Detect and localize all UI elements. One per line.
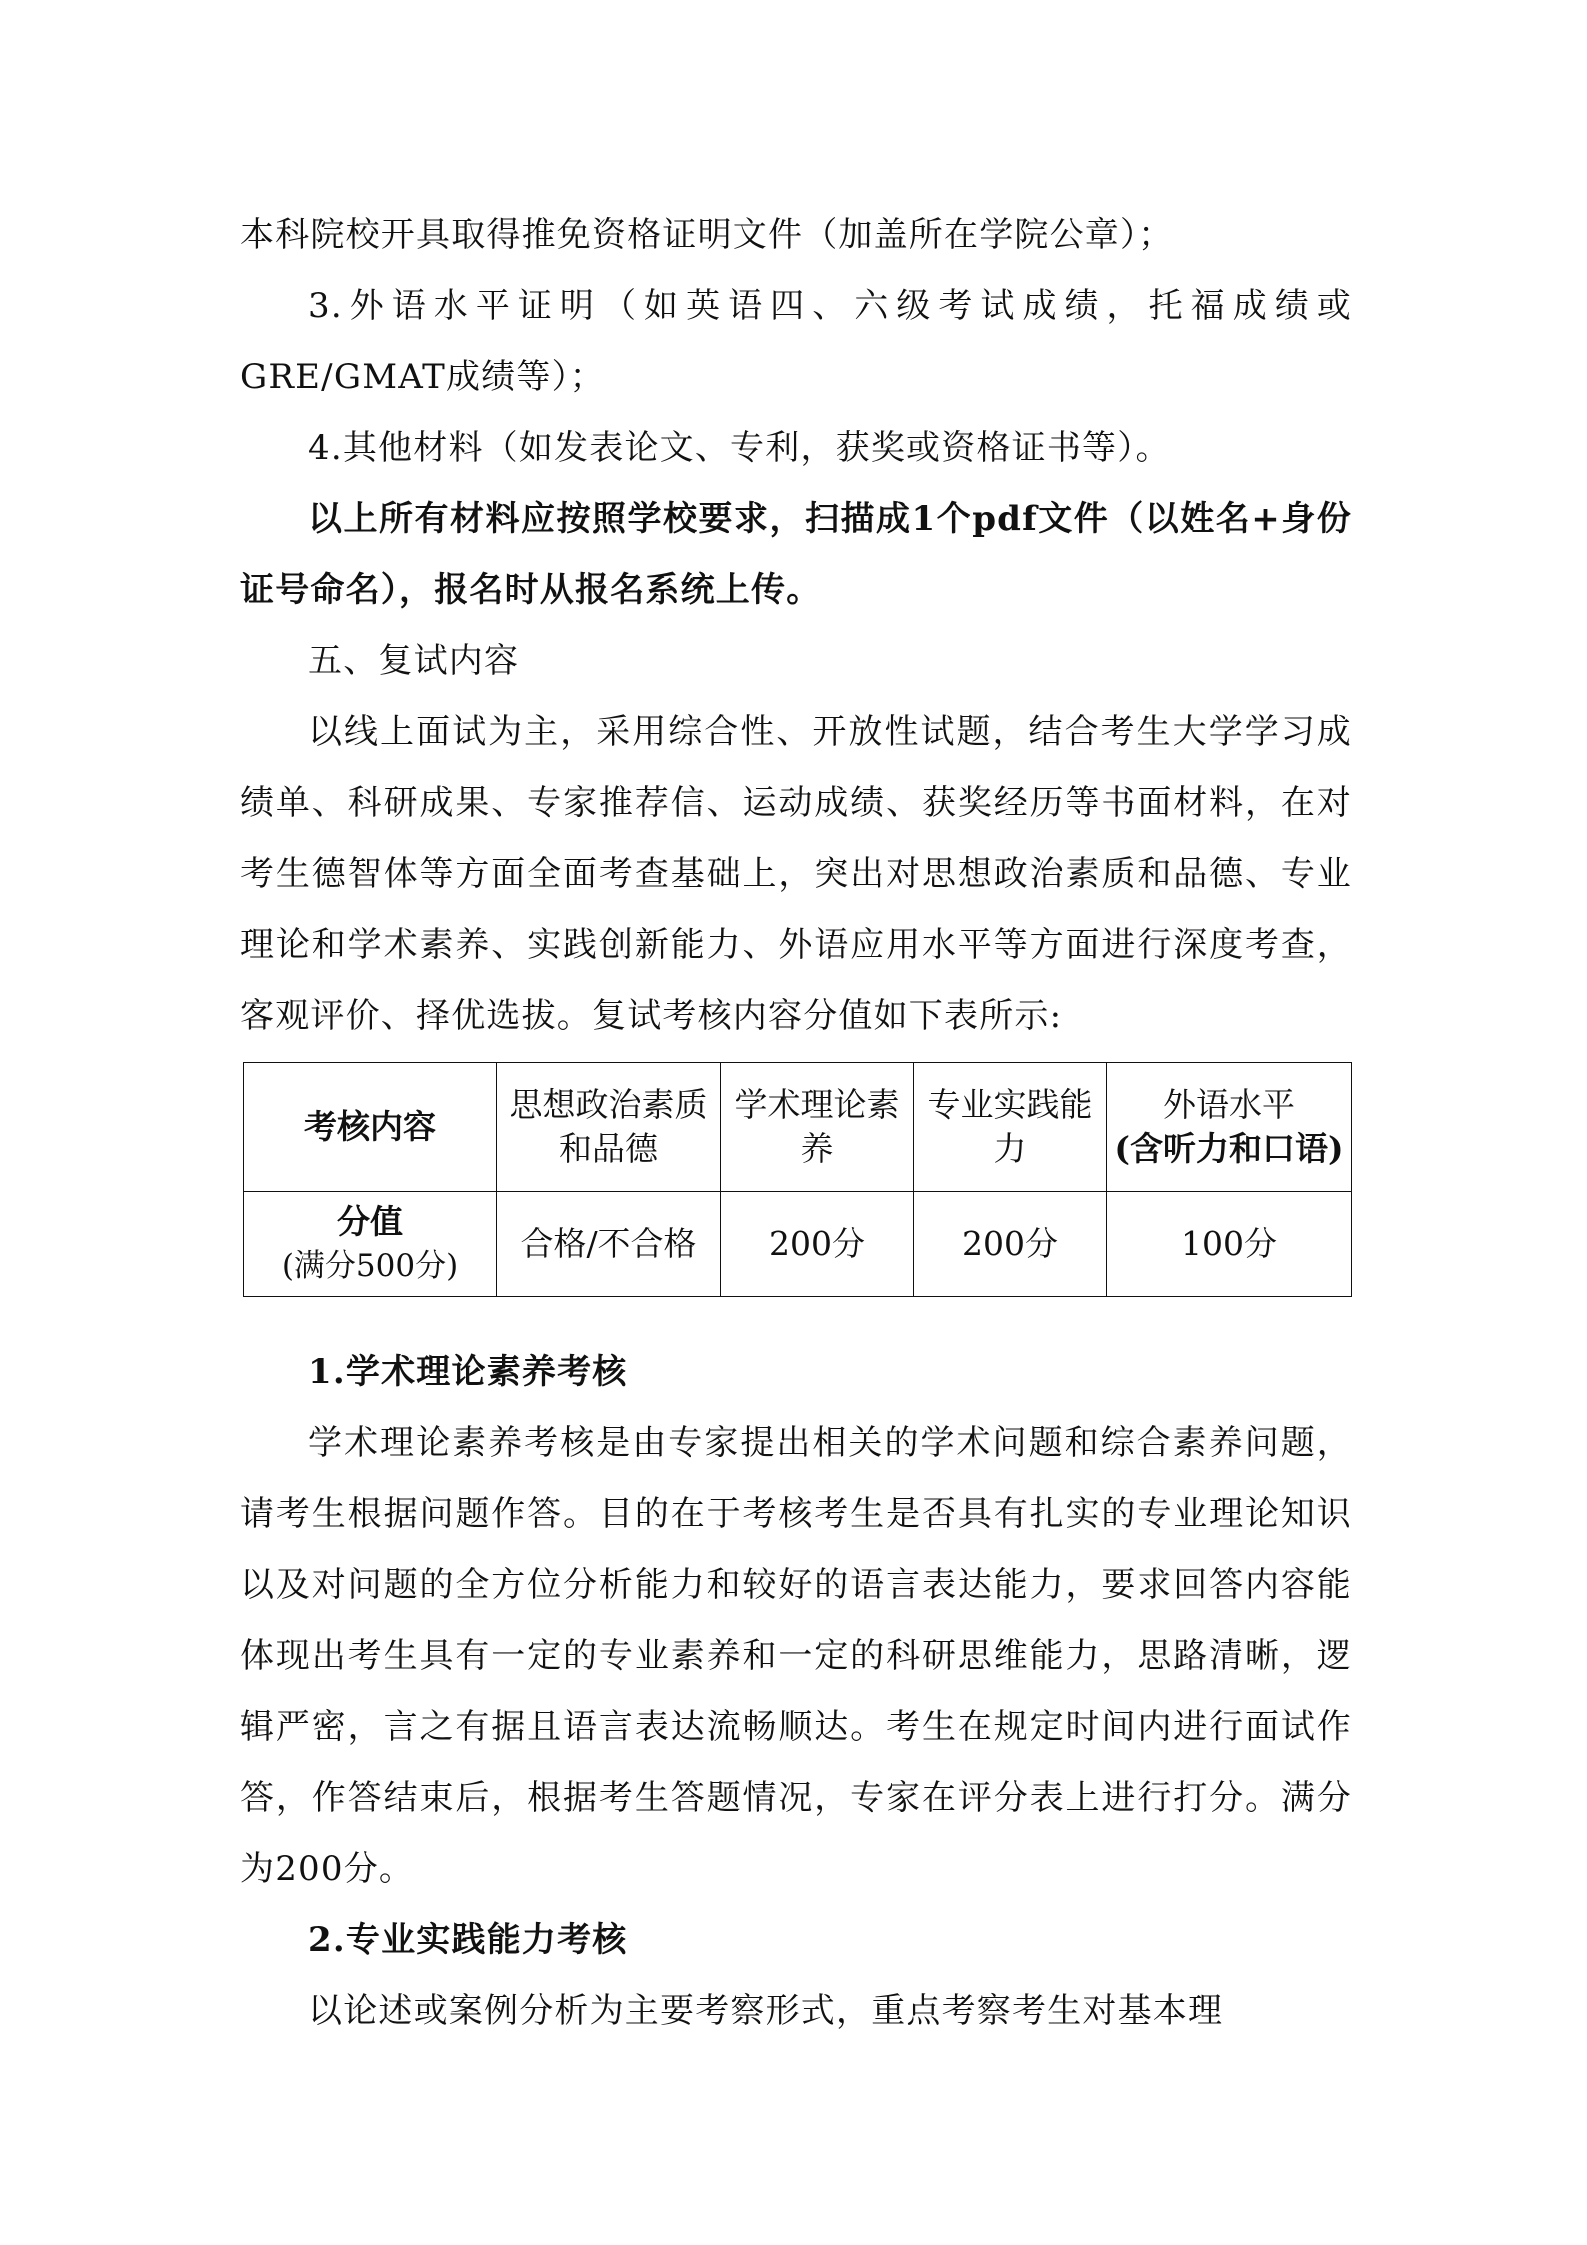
header-professional-practice: 专业实践能力	[914, 1063, 1107, 1192]
score-political-quality: 合格/不合格	[497, 1192, 721, 1297]
header-foreign-language	[1107, 1063, 1352, 1192]
header-assessment-content: 考核内容	[244, 1063, 497, 1192]
row-label-score-main: 分值	[337, 1202, 403, 1241]
subsection-2-paragraph: 以论述或案例分析为主要考察形式，重点考察考生对基本理	[308, 1991, 1224, 2031]
list-item-3: 3.外语水平证明（如英语四、六级考试成绩，托福成绩或GRE/GMAT成绩等）；	[240, 286, 1352, 397]
score-foreign-language: 100分	[1107, 1192, 1352, 1297]
upload-instruction-note: 以上所有材料应按照学校要求，扫描成1个pdf文件（以姓名+身份证号命名），报名时从报名系统上传。	[240, 499, 1352, 610]
list-item-4: 4.其他材料（如发表论文、专利，获奖或资格证书等）。	[308, 428, 1171, 468]
header-political-quality: 思想政治素质和品德	[497, 1063, 721, 1192]
bottom-text-block	[240, 1337, 1352, 2047]
subsection-1-paragraph: 学术理论素养考核是由专家提出相关的学术问题和综合素养问题，请考生根据问题作答。目的在于考核考生是否具有扎实的专业理论知识以及对问题的全方位分析能力和较好的语言表达能力，要求回答内容能体现出考生具有一定的专业素养和一定的科研思维能力，思路清晰，逻辑严密，言之有据且语言表达流畅顺达。考生在规定时间内进行面试作答，作答结束后，根据考生答题情况，专家在评分表上进行打分。满分为200分。	[240, 1423, 1352, 1889]
score-table-container	[243, 1062, 1351, 1297]
table-row	[244, 1192, 1352, 1297]
top-text-block	[240, 200, 1352, 1052]
continuation-line: 本科院校开具取得推免资格证明文件（加盖所在学院公章）；	[240, 215, 1174, 255]
header-foreign-language-sub: (含听力和口语)	[1114, 1129, 1344, 1168]
row-label-score	[244, 1192, 497, 1297]
subsection-heading-2: 2.专业实践能力考核	[308, 1920, 628, 1960]
header-foreign-language-main: 外语水平	[1163, 1085, 1295, 1124]
score-professional-practice: 200分	[914, 1192, 1107, 1297]
table-header-row	[244, 1063, 1352, 1192]
row-label-score-sub: (满分500分)	[281, 1248, 459, 1284]
section-5-paragraph: 以线上面试为主，采用综合性、开放性试题，结合考生大学学习成绩单、科研成果、专家推荐信、运动成绩、获奖经历等书面材料，在对考生德智体等方面全面考查基础上，突出对思想政治素质和品德、专业理论和学术素养、实践创新能力、外语应用水平等方面进行深度考查，客观评价、择优选拔。复试考核内容分值如下表所示:	[240, 712, 1352, 1036]
score-academic-theory: 200分	[721, 1192, 914, 1297]
section-heading-5: 五、复试内容	[308, 641, 520, 681]
score-table	[243, 1062, 1352, 1297]
subsection-heading-1: 1.学术理论素养考核	[308, 1352, 628, 1392]
header-academic-theory: 学术理论素养	[721, 1063, 914, 1192]
